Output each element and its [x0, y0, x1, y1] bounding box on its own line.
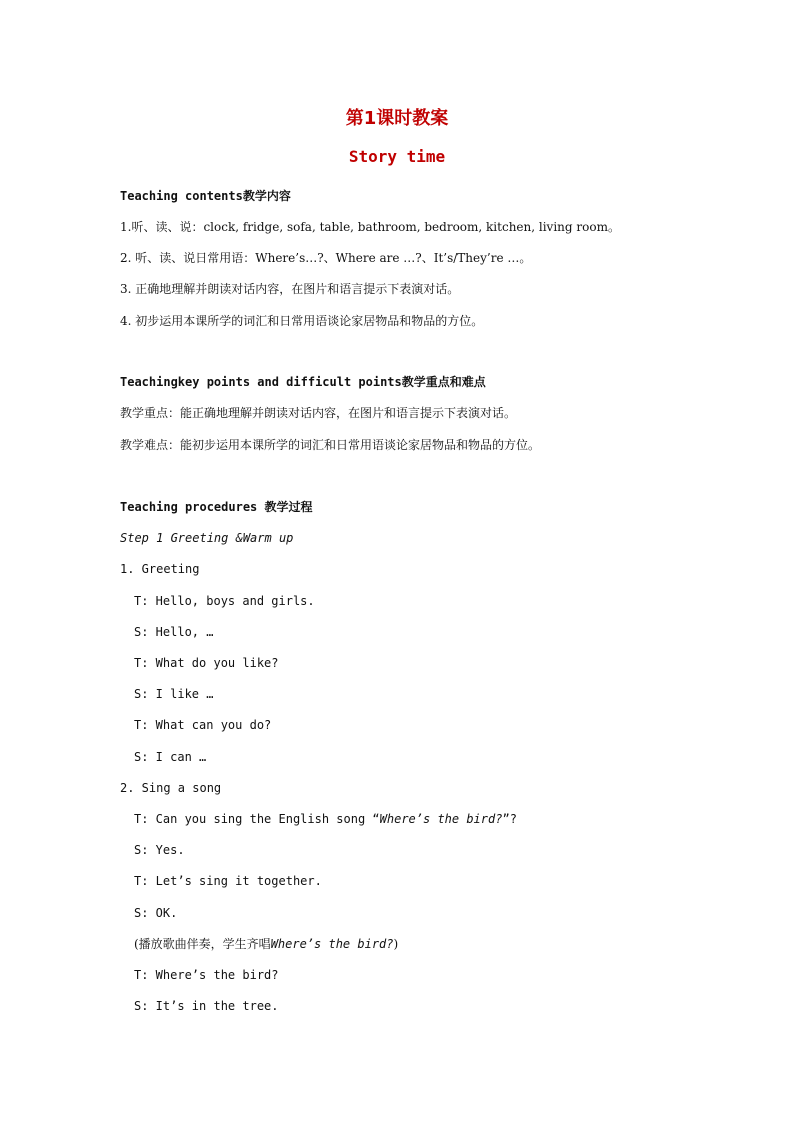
dialogue-line: S: I like …: [134, 687, 214, 701]
content-item-3: 3. 正确地理解并朗读对话内容，在图片和语言提示下表演对话。: [120, 282, 460, 296]
dialogue-line: T: Hello, boys and girls.: [134, 594, 315, 608]
song-note-title: Where’s the bird?: [270, 937, 394, 951]
dialogue-line: S: I can …: [134, 750, 207, 764]
content-item-1: 1.听、读、说：clock, fridge, sofa, table, bathroom, bedroom, kitchen, living room。: [120, 220, 620, 234]
dialogue-line: S: It’s in the tree.: [134, 999, 279, 1013]
page-subtitle: Story time: [348, 147, 446, 166]
greeting-label: 1. Greeting: [120, 562, 200, 576]
song-title: Where’s the bird?: [379, 812, 503, 826]
dialogue-line: T: Where’s the bird?: [134, 968, 279, 982]
procedures-heading: Teaching procedures 教学过程: [120, 500, 313, 514]
dialogue-line: S: Yes.: [134, 843, 185, 857]
content-item-2: 2. 听、读、说日常用语：Where’s…?、Where are …?、It’s/They’re …。: [120, 251, 532, 265]
page-title: 第1课时教案: [345, 108, 449, 129]
song-note-suffix: ): [393, 937, 399, 951]
song-note-prefix: (播放歌曲伴奏，学生齐唱: [134, 937, 271, 951]
song-question-prefix: T: Can you sing the English song “: [134, 812, 380, 826]
keypoints-difficulty: 教学难点：能初步运用本课所学的词汇和日常用语谈论家居物品和物品的方位。: [120, 438, 541, 452]
dialogue-line: T: What can you do?: [134, 718, 272, 732]
song-label: 2. Sing a song: [120, 781, 222, 795]
keypoints-heading: Teachingkey points and difficult points教学重点和难点: [120, 375, 486, 389]
dialogue-line-song-question: [134, 811, 517, 827]
dialogue-line: S: OK.: [134, 906, 178, 920]
song-note: [134, 936, 398, 952]
song-question-suffix: ”?: [502, 812, 517, 826]
content-item-4: 4. 初步运用本课所学的词汇和日常用语谈论家居物品和物品的方位。: [120, 314, 484, 328]
step1-heading: Step 1 Greeting &Warm up: [120, 531, 294, 545]
dialogue-line: S: Hello, …: [134, 625, 214, 639]
keypoints-focus: 教学重点：能正确地理解并朗读对话内容，在图片和语言提示下表演对话。: [120, 406, 517, 420]
contents-heading: Teaching contents教学内容: [120, 189, 291, 203]
dialogue-line: T: Let’s sing it together.: [134, 874, 322, 888]
dialogue-line: T: What do you like?: [134, 656, 279, 670]
